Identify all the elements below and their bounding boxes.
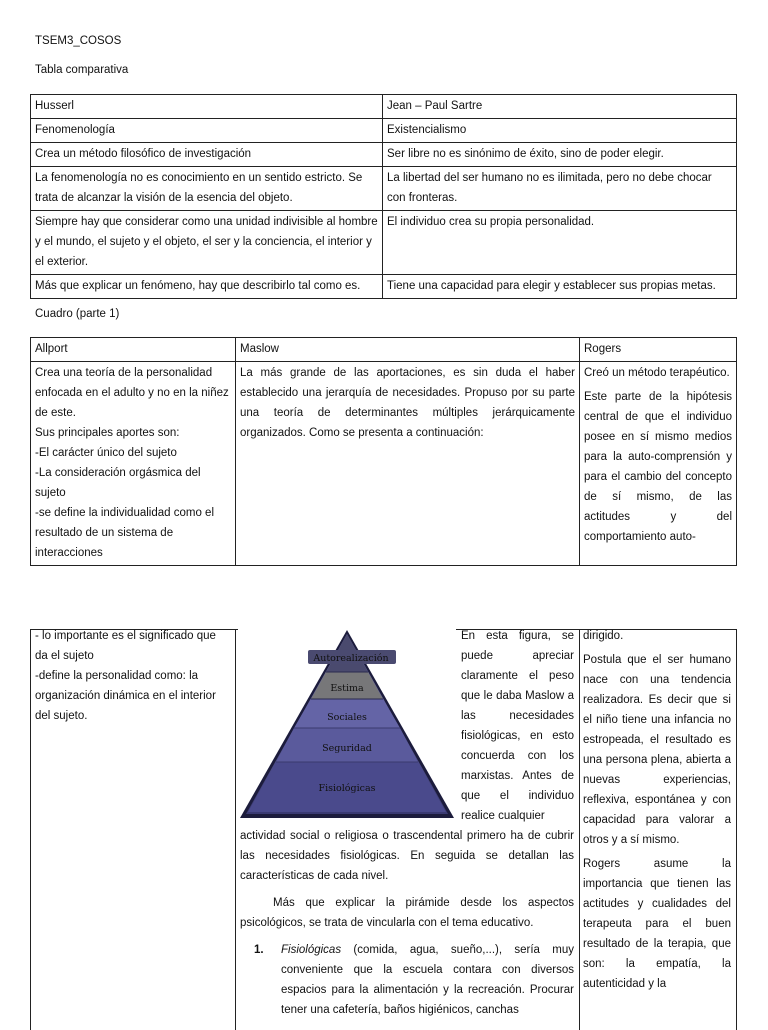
- paragraph: La más grande de las aportaciones, es sin duda el haber establecido una jerarquía de necesidades. Propuso por su parte una teoría de determinantes múltiples jerárquicamente organizados. Como se presenta a continuación:: [240, 367, 575, 439]
- table-row: [31, 143, 737, 167]
- list-term: Fisiológicas: [281, 944, 342, 956]
- pyramid-label: Estima: [330, 683, 364, 694]
- allport-cont-cell: [35, 626, 230, 726]
- theorists-table: [30, 337, 737, 566]
- maslow-side-text: En esta figura, se puede apreciar claramente el peso que le daba Maslow a las necesidades fisiológicas, en esto concuerda con los marxistas. Antes de que el individuo realice cualquier: [461, 630, 574, 822]
- pyramid-graphic: [238, 628, 456, 824]
- header-allport: Allport: [31, 338, 236, 362]
- document-code: TSEM3_COSOS: [35, 35, 122, 47]
- table-row: [31, 362, 737, 566]
- header-rogers: Rogers: [580, 338, 737, 362]
- comparison-table: [30, 94, 737, 299]
- table-cell: Ser libre no es sinónimo de éxito, sino de poder elegir.: [383, 143, 737, 167]
- table-cell: Crea un método filosófico de investigación: [31, 143, 383, 167]
- table-cell: Más que explicar un fenómeno, hay que describirlo tal como es.: [31, 275, 383, 299]
- column-divider: [736, 630, 737, 1030]
- paragraph: -El carácter único del sujeto: [35, 447, 177, 459]
- maslow-paragraph-2: Más que explicar la pirámide desde los aspectos psicológicos, se trata de vincularla con el tema educativo.: [240, 897, 574, 929]
- table-row: [31, 95, 737, 119]
- column-divider: [235, 630, 236, 1030]
- section-title: Cuadro (parte 1): [35, 308, 120, 320]
- column-divider: [579, 630, 580, 1030]
- pyramid-label: Seguridad: [322, 743, 372, 754]
- table-cell: Siempre hay que considerar como una unidad indivisible al hombre y el mundo, el sujeto y el objeto, el ser y la conciencia, el interior y el exterior.: [31, 211, 383, 275]
- list-item: [281, 940, 574, 1020]
- paragraph: -se define la individualidad como el resultado de un sistema de interacciones: [35, 507, 214, 559]
- allport-cell: [31, 362, 236, 566]
- table-row: [31, 119, 737, 143]
- maslow-cont-text: actividad social o religiosa o trascendental primero ha de cubrir las necesidades fisiológicas. En seguida se detallan las características de cada nivel.: [240, 830, 574, 882]
- table-cell: La libertad del ser humano no es ilimitada, pero no debe chocar con fronteras.: [383, 167, 737, 211]
- rogers-cell: [580, 362, 737, 566]
- table-cell: Existencialismo: [383, 119, 737, 143]
- table-cell: Husserl: [31, 95, 383, 119]
- paragraph: Sus principales aportes son:: [35, 427, 180, 439]
- paragraph: Rogers asume la importancia que tienen las actitudes y cualidades del terapeuta para el buen resultado de la terapia, que son: la empatía, la autenticidad y la: [583, 858, 731, 990]
- maslow-pyramid: [238, 628, 456, 824]
- pyramid-label: Fisiológicas: [318, 783, 376, 794]
- table-cell: La fenomenología no es conocimiento en un sentido estricto. Se trata de alcanzar la visión de la esencia del objeto.: [31, 167, 383, 211]
- table-cell: Jean – Paul Sartre: [383, 95, 737, 119]
- paragraph: -La consideración orgásmica del sujeto: [35, 467, 201, 499]
- paragraph: Postula que el ser humano nace con una tendencia realizadora. Es decir que si el niño tiene una infancia no estropeada, el resultado es una persona plena, abierta a nuevas experiencias, reflexiva, espontánea y con capacidad para valorar a otros y a sí mismo.: [583, 654, 731, 846]
- table-cell: Tiene una capacidad para elegir y establecer sus propias metas.: [383, 275, 737, 299]
- table-cell: Fenomenología: [31, 119, 383, 143]
- table-header-row: [31, 338, 737, 362]
- header-maslow: Maslow: [236, 338, 580, 362]
- table-row: [31, 167, 737, 211]
- list-text: (comida, agua, sueño,...), sería muy conveniente que la escuela contara con diversos espacios para la alimentación y la recreación. Procurar tener una cafetería, baños higiénicos, canchas: [281, 944, 574, 1016]
- paragraph: - lo importante es el significado que da el sujeto: [35, 630, 216, 662]
- pyramid-label: Sociales: [327, 712, 367, 723]
- table-cell: El individuo crea su propia personalidad.: [383, 211, 737, 275]
- paragraph: -define la personalidad como: la organización dinámica en el interior del sujeto.: [35, 670, 216, 722]
- document-subtitle: Tabla comparativa: [35, 64, 129, 76]
- table-row: [31, 211, 737, 275]
- maslow-cell: [236, 362, 580, 566]
- list-number: 1.: [254, 944, 264, 956]
- column-divider: [30, 630, 31, 1030]
- table-row: [31, 275, 737, 299]
- rogers-cont-cell: [583, 626, 731, 994]
- paragraph: Creó un método terapéutico.: [584, 367, 730, 379]
- paragraph: Este parte de la hipótesis central de que el individuo posee en sí mismo medios para la auto-comprensión y para el cambio del concepto de sí mismo, de las actitudes y del comportamiento auto-: [584, 391, 732, 543]
- paragraph: Crea una teoría de la personalidad enfocada en el adulto y no en la niñez de este.: [35, 367, 229, 419]
- paragraph: dirigido.: [583, 630, 624, 642]
- pyramid-label: Autorealización: [313, 653, 389, 664]
